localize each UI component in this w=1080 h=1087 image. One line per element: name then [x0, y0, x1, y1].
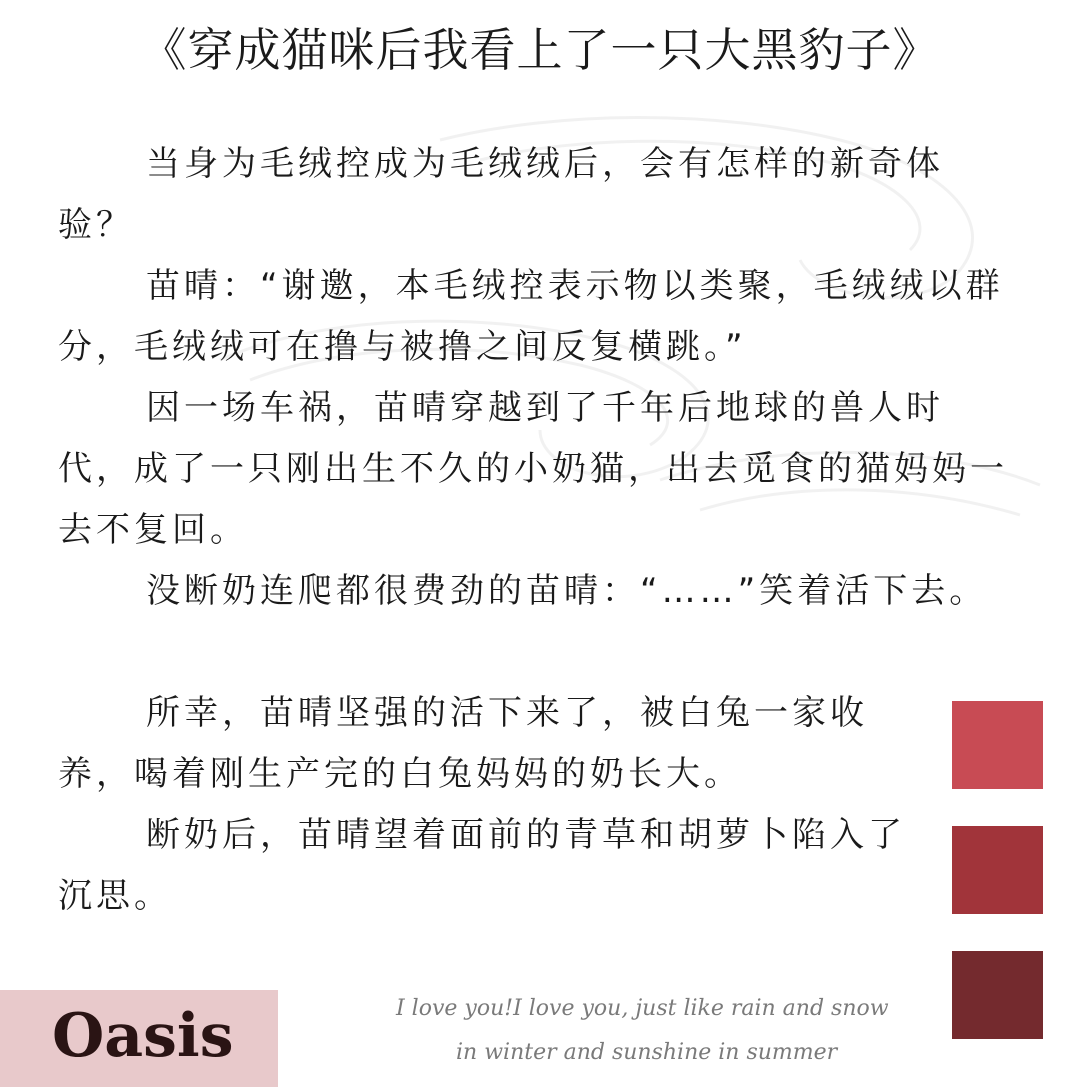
paragraph-4: 没断奶连爬都很费劲的苗晴：“……”笑着活下去。: [146, 571, 988, 611]
quote-line-1: I love you!I love you, just like rain and snow: [396, 996, 889, 1021]
book-title: 《穿成猫咪后我看上了一只大黑豹子》: [140, 23, 940, 77]
color-swatch-dark-red: [952, 951, 1043, 1039]
brand-logo-text: Oasis: [52, 1001, 234, 1071]
color-swatch-medium-red: [952, 826, 1043, 914]
paragraph-6: 断奶后，苗晴望着面前的青草和胡萝卜陷入了沉思。: [58, 815, 906, 916]
paragraph-3: 因一场车祸，苗晴穿越到了千年后地球的兽人时代，成了一只刚出生不久的小奶猫，出去觅食的猫妈妈一去不复回。: [58, 388, 1008, 550]
paragraph-1: 当身为毛绒控成为毛绒绒后，会有怎样的新奇体验？: [58, 144, 944, 245]
paragraph-2: 苗晴：“谢邀，本毛绒控表示物以类聚，毛绒绒以群分，毛绒绒可在撸与被撸之间反复横跳。”: [58, 266, 1004, 367]
quote-line-2: in winter and sunshine in summer: [456, 1040, 838, 1065]
paragraph-5: 所幸，苗晴坚强的活下来了，被白兔一家收养，喝着刚生产完的白兔妈妈的奶长大。: [58, 693, 868, 794]
color-swatch-light-red: [952, 701, 1043, 789]
